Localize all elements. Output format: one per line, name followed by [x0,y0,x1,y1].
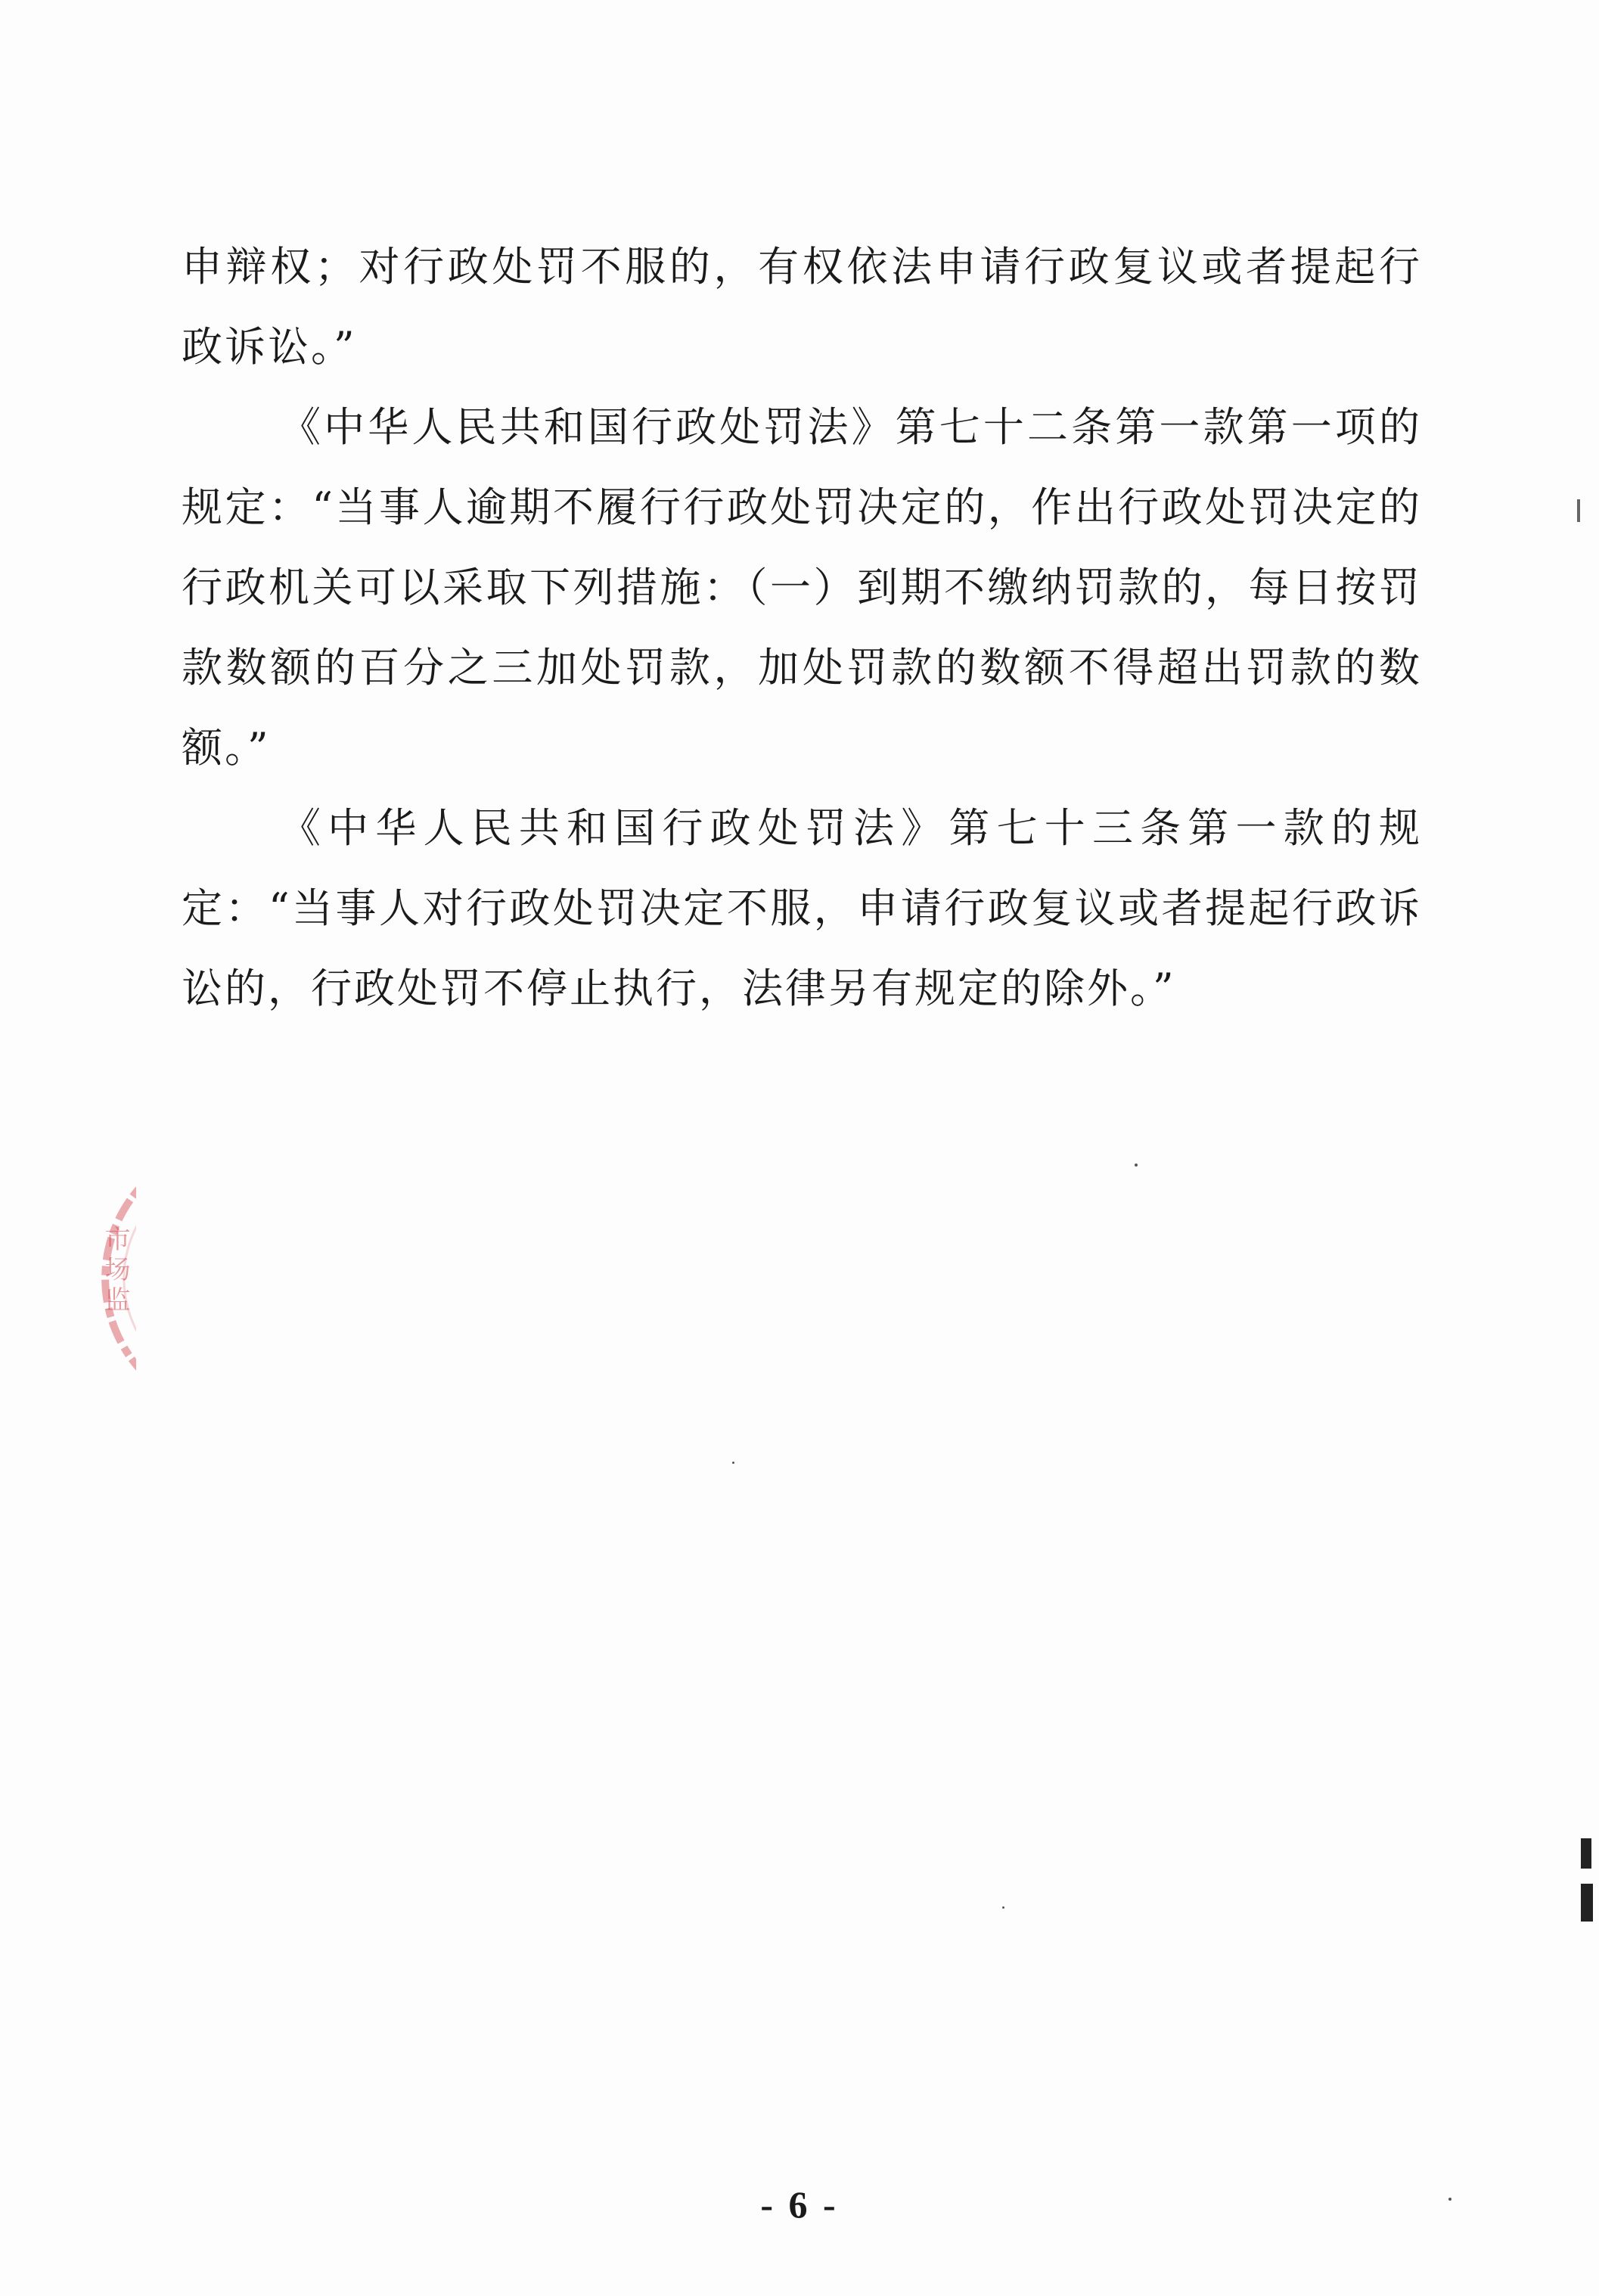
paragraph-3: 《中华人民共和国行政处罚法》第七十三条第一款的规定：“当事人对行政处罚决定不服，申请行政复议或者提起行政诉讼的，行政处罚不停止执行，法律另有规定的除外。” [182,804,1422,1012]
scan-edge-mark [1581,1838,1591,1869]
paragraph-2: 《中华人民共和国行政处罚法》第七十二条第一款第一项的规定：“当事人逾期不履行行政处罚决定的，作出行政处罚决定的行政机关可以采取下列措施：（一）到期不缴纳罚款的，每日按罚款数额的百分之三加处罚款，加处罚款的数额不得超出罚款的数额。” [182,403,1422,772]
paragraph-1: 申辩权；对行政处罚不服的，有权依法申请行政复议或者提起行政诉讼。” [182,243,1422,371]
scan-edge-mark [1581,1884,1593,1922]
official-seal-fragment [45,1142,136,1415]
scan-edge-mark [1577,499,1580,522]
scan-speck [1135,1164,1138,1167]
seal-text: 市场监 [100,1226,130,1316]
scan-speck [732,1462,734,1464]
scan-speck [1002,1906,1004,1909]
document-body [182,227,1422,1029]
page-number: - 6 - [760,2183,839,2226]
